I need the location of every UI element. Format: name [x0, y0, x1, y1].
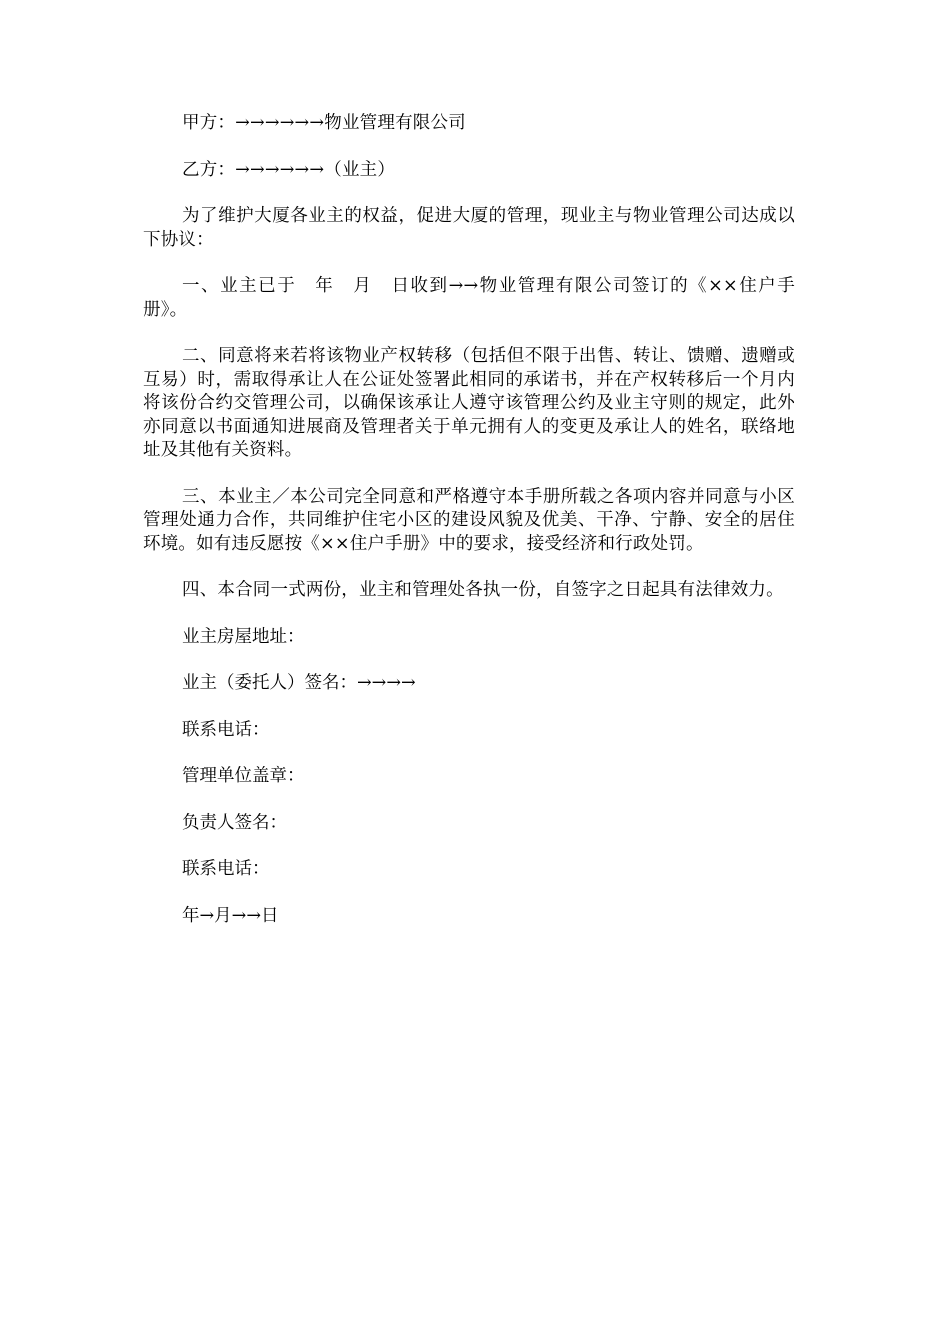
clause-1: 一、业主已于 年 月 日收到→→物业管理有限公司签订的《××住户手册》。: [143, 276, 796, 320]
party-a: 甲方：→→→→→→物业管理有限公司: [182, 113, 466, 133]
party-b: 乙方：→→→→→→（业主）: [182, 159, 396, 180]
clause-3: 三、本业主／本公司完全同意和严格遵守本手册所载之各项内容并同意与小区管理处通力合作，共同维护住宅小区的建设风貌及优美、干净、宁静、安全的居住环境。如有违反愿按《××住户手册》中的要求，接受经济和行政处罚。: [143, 486, 795, 554]
owner-phone-label: 联系电话：: [182, 719, 270, 740]
clause-4: 四、本合同一式两份，业主和管理处各执一份，自签字之日起具有法律效力。: [182, 580, 784, 600]
clause-2: 二、同意将来若将该物业产权转移（包括但不限于出售、转让、馈赠、遗赠或互易）时，需取得承让人在公证处签署此相同的承诺书，并在产权转移后一个月内将该份合约交管理公司，以确保该承让人遵守该管理公约及业主守则的规定，此外亦同意以书面通知进展商及管理者关于单元拥有人的变更及承让人的姓名，联络地址及其他有关资料。: [143, 346, 795, 460]
owner-address-label: 业主房屋地址：: [182, 626, 305, 647]
management-seal-label: 管理单位盖章：: [182, 766, 305, 786]
date-line: 年→月→→日: [182, 905, 279, 926]
intro-paragraph: 为了维护大厦各业主的权益，促进大厦的管理，现业主与物业管理公司达成以下协议：: [143, 206, 795, 250]
responsible-signature-label: 负责人签名：: [182, 812, 287, 833]
owner-signature-label: 业主（委托人）签名：→→→→: [182, 673, 416, 693]
document-page: [143, 112, 795, 928]
management-phone-label: 联系电话：: [182, 859, 270, 879]
